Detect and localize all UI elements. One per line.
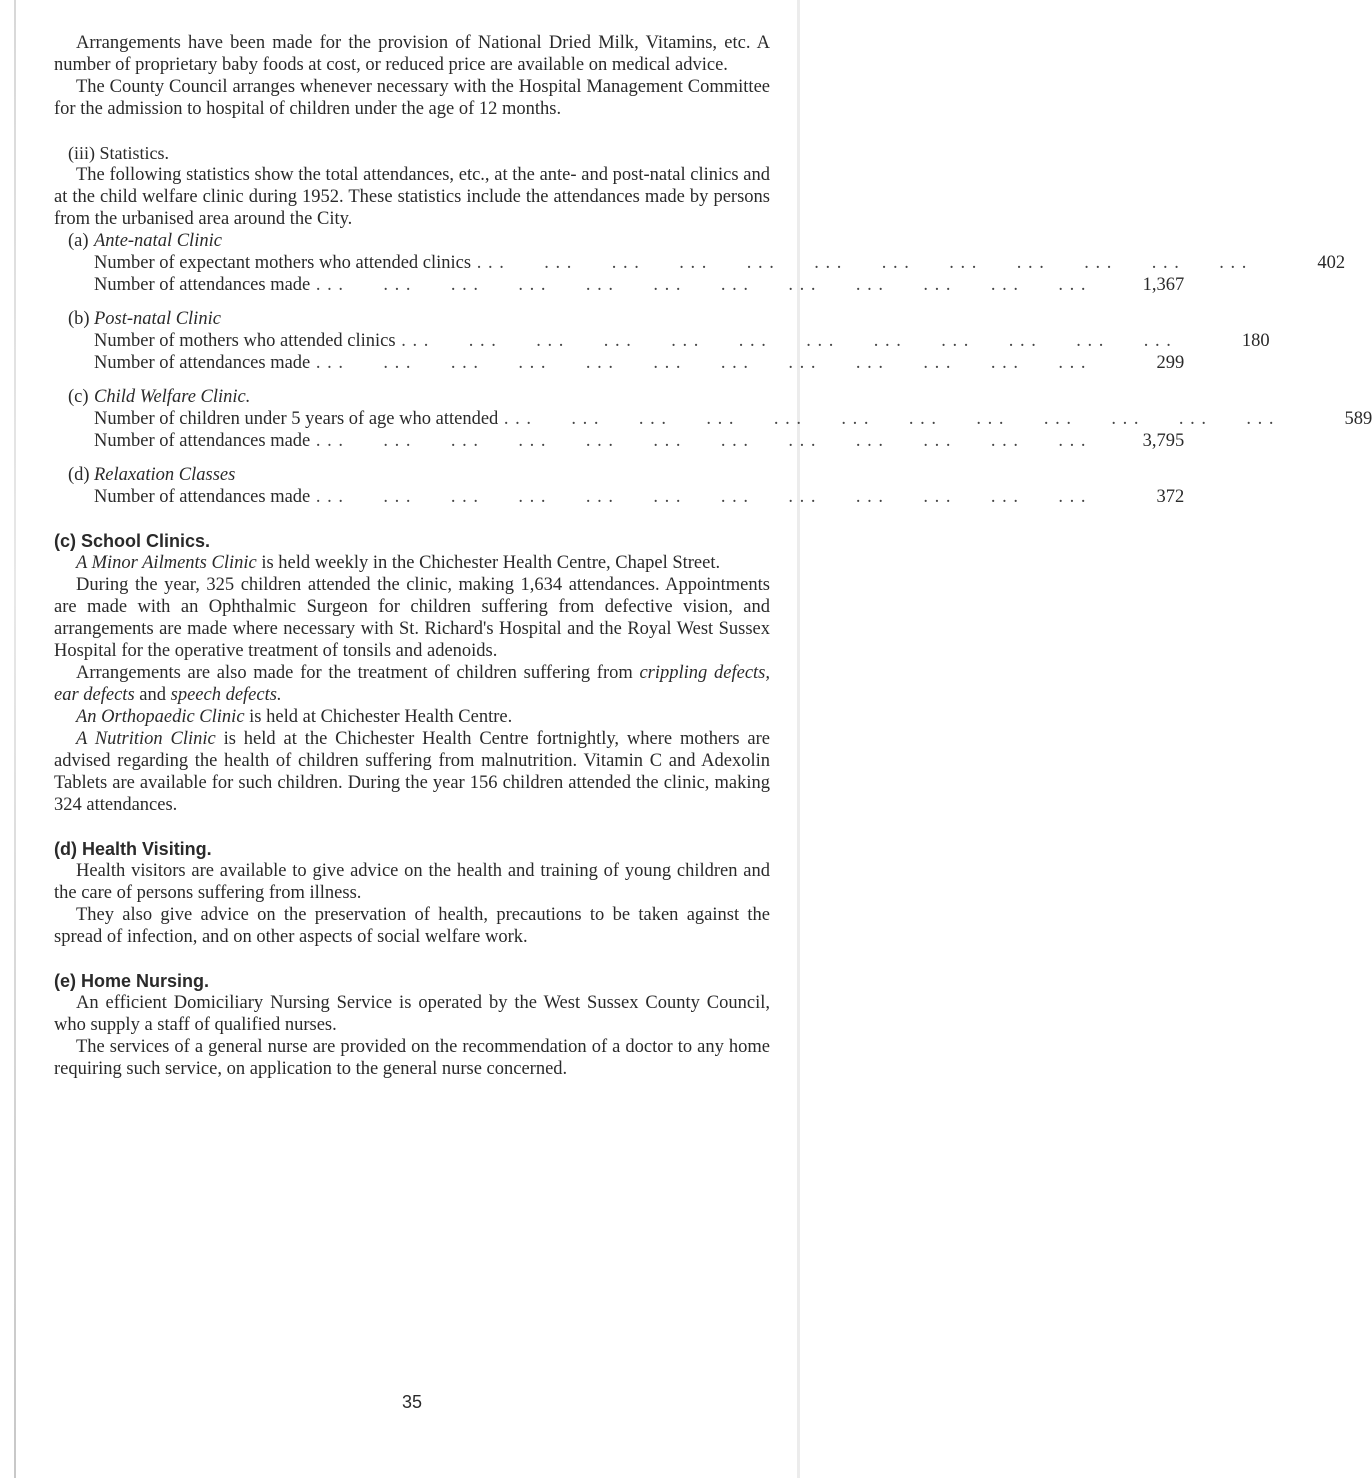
health-visiting-paragraph-2: They also give advice on the preservation of health, precautions to be taken against the spread of infection, and on other aspects of social welfare work. bbox=[54, 905, 770, 947]
statistics-row-value: 402 bbox=[1317, 253, 1346, 273]
page-number: 35 bbox=[401, 1392, 423, 1412]
statistics-group bbox=[54, 386, 1372, 452]
statistics-row bbox=[54, 408, 1372, 430]
intro-paragraph-2: The County Council arranges whenever necessary with the Hospital Management Committee for the admission to hospital of children under the age of 12 months. bbox=[54, 77, 770, 119]
school-clinics-p4-rest: is held at Chichester Health Centre. bbox=[244, 707, 513, 727]
statistics-row bbox=[54, 252, 1346, 274]
dot-leader: . . . . . . . . . . . . . . . . . . . . . . . . . . . . . . . . . . . . bbox=[310, 275, 1121, 295]
statistics-group-letter: (b) bbox=[68, 309, 90, 329]
statistics-row bbox=[54, 352, 1185, 374]
statistics-group-title: Child Welfare Clinic. bbox=[94, 387, 251, 407]
statistics-section bbox=[54, 142, 1372, 508]
statistics-row-label: Number of children under 5 years of age who attended bbox=[94, 409, 499, 429]
statistics-group-title: Ante-natal Clinic bbox=[94, 231, 222, 251]
dot-leader: . . . . . . . . . . . . . . . . . . . . . . . . . . . . . . . . . . . . bbox=[471, 253, 1282, 273]
statistics-row-label: Number of attendances made bbox=[94, 431, 311, 451]
dot-leader: . . . . . . . . . . . . . . . . . . . . . . . . . . . . . . . . . . . . bbox=[498, 409, 1309, 429]
health-visiting-paragraph-1: Health visitors are available to give advice on the health and training of young children and the care of persons suffering from illness. bbox=[54, 861, 770, 903]
statistics-row-value: 299 bbox=[1156, 353, 1185, 373]
page-binding-edge bbox=[14, 0, 16, 1478]
statistics-group-title: Post-natal Clinic bbox=[94, 309, 221, 329]
statistics-group-title: Relaxation Classes bbox=[94, 465, 236, 485]
statistics-group-letter: (d) bbox=[68, 465, 90, 485]
school-clinics-paragraph-5 bbox=[54, 728, 770, 816]
statistics-row-value: 3,795 bbox=[1142, 431, 1185, 451]
intro-paragraph-1: Arrangements have been made for the provision of National Dried Milk, Vitamins, etc. A number of proprietary baby foods at cost, or reduced price are available on medical advice. bbox=[54, 33, 770, 75]
statistics-row-label: Number of attendances made bbox=[94, 275, 311, 295]
statistics-group bbox=[54, 464, 1185, 508]
school-clinics-paragraph-3 bbox=[54, 662, 770, 706]
document-page bbox=[54, 32, 1372, 1412]
statistics-row-value: 1,367 bbox=[1142, 275, 1185, 295]
statistics-row-value: 589 bbox=[1344, 409, 1372, 429]
speech-defects-text: speech defects. bbox=[170, 685, 282, 705]
dot-leader: . . . . . . . . . . . . . . . . . . . . . . . . . . . . . . . . . . . . bbox=[395, 331, 1206, 351]
statistics-row-value: 180 bbox=[1241, 331, 1270, 351]
statistics-row bbox=[54, 330, 1270, 352]
statistics-group-letter: (a) bbox=[68, 231, 89, 251]
school-clinics-p1-rest: is held weekly in the Chichester Health Centre, Chapel Street. bbox=[256, 553, 721, 573]
statistics-row bbox=[54, 274, 1185, 296]
school-clinics-paragraph-4 bbox=[54, 706, 770, 728]
school-clinics-section bbox=[54, 530, 770, 816]
statistics-group-heading bbox=[68, 386, 770, 408]
statistics-group bbox=[54, 230, 1346, 296]
statistics-group-heading bbox=[68, 230, 770, 252]
health-visiting-section bbox=[54, 838, 770, 948]
statistics-group-letter: (c) bbox=[68, 387, 89, 407]
dot-leader: . . . . . . . . . . . . . . . . . . . . . . . . . . . . . . . . . . . . bbox=[310, 487, 1121, 507]
statistics-row-label: Number of attendances made bbox=[94, 487, 311, 507]
home-nursing-section bbox=[54, 970, 770, 1080]
school-clinics-heading: (c) School Clinics. bbox=[54, 531, 211, 551]
statistics-group-heading bbox=[68, 464, 770, 486]
orthopaedic-clinic-name: An Orthopaedic Clinic bbox=[76, 707, 245, 727]
statistics-groups bbox=[54, 230, 1372, 508]
nutrition-clinic-name: A Nutrition Clinic bbox=[76, 729, 216, 749]
school-clinics-p3-start: Arrangements are also made for the treatment of children suffering from bbox=[76, 663, 640, 683]
crippling-defects-text: crippling defects, ear defects bbox=[54, 663, 770, 705]
statistics-group-heading bbox=[68, 308, 770, 330]
statistics-heading-text: (iii) Statistics. bbox=[68, 143, 169, 163]
page-right-edge bbox=[797, 0, 800, 1478]
dot-leader: . . . . . . . . . . . . . . . . . . . . . . . . . . . . . . . . . . . . bbox=[310, 353, 1121, 373]
statistics-row bbox=[54, 486, 1185, 508]
home-nursing-paragraph-1: An efficient Domiciliary Nursing Service is operated by the West Sussex County Council, who supply a staff of qualified nurses. bbox=[54, 993, 770, 1035]
home-nursing-heading: (e) Home Nursing. bbox=[54, 971, 210, 991]
school-clinics-p5-rest: is held at the Chichester Health Centre fortnightly, where mothers are advised regarding the health of children suffering from malnutrition. Vitamin C and Adexolin Tablets are available for such children. During the year 156 children attended the clinic, making 324 attendances. bbox=[54, 729, 770, 815]
school-clinics-paragraph-1 bbox=[54, 552, 770, 574]
statistics-row-value: 372 bbox=[1156, 487, 1185, 507]
school-clinics-paragraph-2: During the year, 325 children attended the clinic, making 1,634 attendances. Appointments are made with an Ophthalmic Surgeon for children suffering from defective vision, and arrangements are made where necessary with St. Richard's Hospital and the Royal West Sussex Hospital for the operative treatment of tonsils and adenoids. bbox=[54, 575, 770, 661]
health-visiting-heading: (d) Health Visiting. bbox=[54, 839, 212, 859]
minor-ailments-clinic-name: A Minor Ailments Clinic bbox=[76, 553, 257, 573]
statistics-row-label: Number of attendances made bbox=[94, 353, 311, 373]
dot-leader: . . . . . . . . . . . . . . . . . . . . . . . . . . . . . . . . . . . . bbox=[310, 431, 1121, 451]
school-clinics-p3-mid: and bbox=[134, 685, 171, 705]
home-nursing-paragraph-2: The services of a general nurse are provided on the recommendation of a doctor to any home requiring such service, on application to the general nurse concerned. bbox=[54, 1037, 770, 1079]
statistics-row-label: Number of mothers who attended clinics bbox=[94, 331, 396, 351]
statistics-heading bbox=[68, 142, 770, 164]
statistics-intro: The following statistics show the total attendances, etc., at the ante- and post-natal clinics and at the child welfare clinic during 1952. These statistics include the attendances made by persons from the urbanised area around the City. bbox=[54, 165, 770, 229]
statistics-group bbox=[54, 308, 1270, 374]
statistics-row-label: Number of expectant mothers who attended clinics bbox=[94, 253, 472, 273]
statistics-row bbox=[54, 430, 1185, 452]
